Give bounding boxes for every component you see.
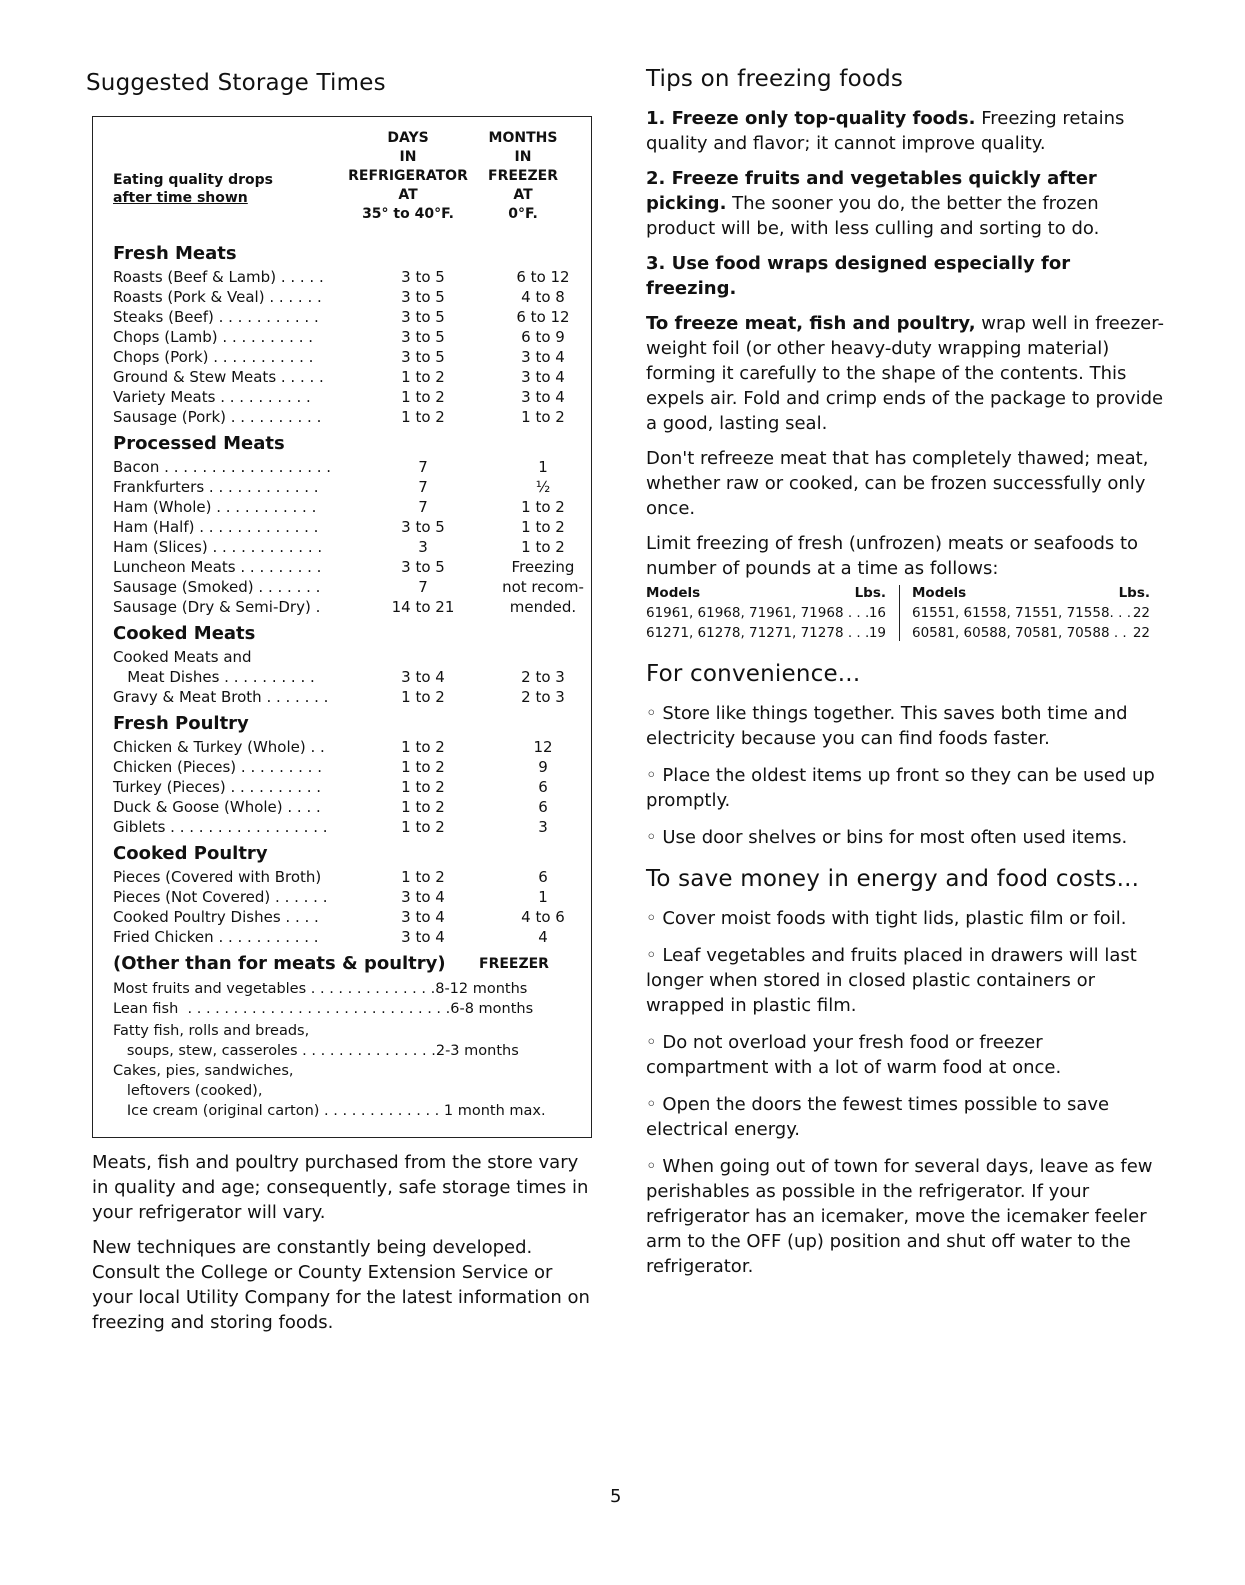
food-name: Cooked Poultry Dishes . . . . [113, 908, 319, 926]
tip-3-heading: 3. Use food wraps designed especially for freezing. [646, 253, 1071, 299]
freezer-months: 3 to 4 [521, 368, 565, 386]
model-lbs: 19 [868, 625, 886, 641]
food-name: Frankfurters . . . . . . . . . . . . [113, 478, 319, 496]
fridge-days: 7 [418, 458, 428, 476]
other-food-row: Lean fish . . . . . . . . . . . . . . . . . . . . . . . . . . . . .6-8 months [113, 1001, 534, 1017]
other-foods-label: (Other than for meats & poultry) [113, 953, 446, 974]
food-name: Meat Dishes . . . . . . . . . . [113, 668, 315, 686]
freezer-months: 1 to 2 [521, 538, 565, 556]
freezer-months: 6 [538, 868, 548, 886]
eating-quality-line-2: after time shown [113, 190, 248, 206]
fridge-days: 1 to 2 [401, 738, 445, 756]
save-item: ◦ Cover moist foods with tight lids, plastic film or foil. [646, 908, 1127, 929]
freezer-months: 3 to 4 [521, 388, 565, 406]
fridge-days: 3 to 5 [401, 308, 445, 326]
tip-1-text: Freezing retains quality and flavor; it cannot improve quality. [646, 108, 1125, 154]
tip-4 [646, 311, 1166, 436]
food-name: Chops (Lamb) . . . . . . . . . . [113, 328, 314, 346]
category-heading: Fresh Poultry [113, 713, 249, 734]
table-row [113, 387, 573, 407]
models-table [646, 583, 1166, 643]
food-name: Steaks (Beef) . . . . . . . . . . . [113, 308, 319, 326]
freezer-months: 6 to 12 [516, 308, 570, 326]
freezer-months: 6 to 9 [521, 328, 565, 346]
fridge-days: 1 to 2 [401, 798, 445, 816]
other-food-row: Most fruits and vegetables . . . . . . . . . . . . . .8-12 months [113, 981, 528, 997]
freezer-months: 6 [538, 798, 548, 816]
food-name: Turkey (Pieces) . . . . . . . . . . [113, 778, 322, 796]
freezer-months: 1 [538, 458, 548, 476]
table-row [113, 667, 573, 687]
food-name: Chops (Pork) . . . . . . . . . . . [113, 348, 314, 366]
limit-note: Limit freezing of fresh (unfrozen) meats or seafoods to number of pounds at a time as follows: [646, 533, 1139, 579]
table-row [113, 557, 573, 577]
save-item: ◦ Leaf vegetables and fruits placed in drawers will last longer when stored in closed plastic containers or wrapped in plastic film. [646, 945, 1137, 1016]
convenience-item: ◦ Use door shelves or bins for most often used items. [646, 827, 1128, 848]
food-name: Cooked Meats and [113, 648, 252, 666]
left-column [86, 70, 596, 96]
tip-1-heading: 1. Freeze only top-quality foods. [646, 108, 976, 129]
tip-4-text: wrap well in freezer-weight foil (or other heavy-duty wrapping material) forming it carefully to the shape of the contents. This expels air. Fold and crimp ends of the package to provide a good, lasting seal. [646, 313, 1164, 434]
model-lbs: 22 [1132, 625, 1150, 641]
model-list: 61551, 61558, 71551, 71558. . . [912, 605, 1131, 621]
table-row [113, 797, 573, 817]
fridge-days: 7 [418, 578, 428, 596]
food-name: Sausage (Pork) . . . . . . . . . . [113, 408, 322, 426]
other-food-row: leftovers (cooked), [113, 1083, 263, 1099]
freezing-tips-title: Tips on freezing foods [646, 66, 904, 92]
other-food-row: Cakes, pies, sandwiches, [113, 1063, 294, 1079]
models-left [646, 583, 886, 643]
other-food-row: Ice cream (original carton) . . . . . . . . . . . . . 1 month max. [113, 1103, 546, 1119]
freezer-months: 1 to 2 [521, 408, 565, 426]
models-divider [899, 585, 900, 641]
table-row [113, 597, 577, 617]
food-name: Luncheon Meats . . . . . . . . . [113, 558, 322, 576]
page-number: 5 [610, 1486, 622, 1507]
fridge-days: 3 to 5 [401, 518, 445, 536]
category-heading: Cooked Poultry [113, 843, 268, 864]
fridge-days: 1 to 2 [401, 868, 445, 886]
food-name: Sausage (Dry & Semi-Dry) . [113, 598, 321, 616]
fridge-days: 1 to 2 [401, 758, 445, 776]
table-row [113, 307, 573, 327]
food-name: Sausage (Smoked) . . . . . . . [113, 578, 321, 596]
freezer-months: 4 [538, 928, 548, 946]
food-name: Ground & Stew Meats . . . . . [113, 368, 324, 386]
quality-note: Meats, fish and poultry purchased from the store vary in quality and age; consequently, safe storage times in your refrigerator will vary. [92, 1152, 589, 1223]
other-freezer-header: FREEZER [479, 956, 549, 972]
table-row [113, 407, 573, 427]
food-name: Duck & Goose (Whole) . . . . [113, 798, 321, 816]
model-list: 61271, 61278, 71271, 71278 . . . [646, 625, 870, 641]
food-name: Gravy & Meat Broth . . . . . . . [113, 688, 329, 706]
model-row [646, 623, 886, 643]
days-header-line: AT [398, 187, 418, 203]
models-header: Models [912, 585, 967, 601]
fridge-days: 3 to 5 [401, 558, 445, 576]
model-list: 60581, 60588, 70581, 70588 . . [912, 625, 1127, 641]
months-header-line: IN [514, 149, 532, 165]
save-item: ◦ Open the doors the fewest times possible to save electrical energy. [646, 1094, 1110, 1140]
fridge-days: 3 to 4 [401, 908, 445, 926]
table-row [113, 907, 573, 927]
table-row [113, 327, 573, 347]
lbs-header: Lbs. [1118, 585, 1150, 601]
fridge-days: 1 to 2 [401, 408, 445, 426]
food-name: Ham (Whole) . . . . . . . . . . . [113, 498, 317, 516]
freezer-months: 3 [538, 818, 548, 836]
freezer-months: 1 to 2 [521, 518, 565, 536]
freezer-months: 6 [538, 778, 548, 796]
save-item: ◦ When going out of town for several days, leave as few perishables as possible in the refrigerator. If your refrigerator has an icemaker, move the icemaker feeler arm to the OFF (up) position and shut off water to the refrigerator. [646, 1156, 1153, 1277]
food-name: Ham (Half) . . . . . . . . . . . . . [113, 518, 319, 536]
table-row [113, 927, 573, 947]
lbs-header: Lbs. [854, 585, 886, 601]
left-notes [92, 1150, 592, 1345]
months-header-line: AT [513, 187, 533, 203]
tip-4-heading: To freeze meat, fish and poultry, [646, 313, 976, 334]
freezer-months: not recom- [502, 578, 584, 596]
category-heading: Cooked Meats [113, 623, 256, 644]
fridge-days: 3 to 5 [401, 288, 445, 306]
months-header-line: MONTHS [488, 130, 558, 146]
fridge-days: 7 [418, 498, 428, 516]
save-item: ◦ Do not overload your fresh food or freezer compartment with a lot of warm food at once. [646, 1032, 1062, 1078]
fridge-days: 14 to 21 [391, 598, 455, 616]
fridge-days: 1 to 2 [401, 368, 445, 386]
other-food-row: soups, stew, casseroles . . . . . . . . . . . . . . .2-3 months [113, 1043, 519, 1059]
table-row [113, 477, 573, 497]
fridge-days: 1 to 2 [401, 778, 445, 796]
table-row [113, 497, 573, 517]
fridge-days: 1 to 2 [401, 818, 445, 836]
freezer-months: 2 to 3 [521, 668, 565, 686]
fridge-days: 3 to 4 [401, 928, 445, 946]
freezer-months: mended. [509, 598, 577, 616]
convenience-title: For convenience... [646, 661, 861, 687]
table-row [113, 817, 573, 837]
fridge-days: 3 to 5 [401, 328, 445, 346]
days-header-line: 35° to 40°F. [362, 206, 454, 222]
eating-quality-label [113, 171, 273, 207]
food-name: Fried Chicken . . . . . . . . . . . [113, 928, 319, 946]
tip-2-heading: 2. Freeze fruits and vegetables quickly after picking. [646, 168, 1097, 214]
food-name: Roasts (Beef & Lamb) . . . . . [113, 268, 324, 286]
freezer-months: 3 to 4 [521, 348, 565, 366]
table-row [113, 687, 573, 707]
model-lbs: 16 [868, 605, 886, 621]
other-food-row: Fatty fish, rolls and breads, [113, 1023, 310, 1039]
tip-2-text: The sooner you do, the better the frozen product will be, with less culling and sorting to do. [646, 193, 1100, 239]
months-header-line: 0°F. [508, 206, 538, 222]
model-row [912, 603, 1150, 623]
table-row [113, 777, 573, 797]
table-row [113, 267, 573, 287]
model-row [646, 603, 886, 623]
models-right [912, 583, 1150, 643]
models-header-row [912, 583, 1150, 603]
fridge-days: 1 to 2 [401, 388, 445, 406]
extension-service-note: New techniques are constantly being developed. Consult the College or County Extension Service or your local Utility Company for the latest information on freezing and storing foods. [92, 1237, 590, 1333]
models-header: Models [646, 585, 701, 601]
days-header-line: IN [399, 149, 417, 165]
fridge-days: 3 to 4 [401, 888, 445, 906]
days-header-line: REFRIGERATOR [348, 168, 468, 184]
eating-quality-line-1: Eating quality drops [113, 172, 273, 188]
freezer-months: 6 to 12 [516, 268, 570, 286]
freezer-months: Freezing [511, 558, 575, 576]
fridge-days: 3 to 5 [401, 348, 445, 366]
fridge-days: 1 to 2 [401, 688, 445, 706]
category-heading: Fresh Meats [113, 243, 237, 264]
food-name: Roasts (Pork & Veal) . . . . . . [113, 288, 322, 306]
freezer-months: 9 [538, 758, 548, 776]
tip-2 [646, 166, 1166, 241]
freezer-months: 1 to 2 [521, 498, 565, 516]
table-row [113, 457, 573, 477]
table-row [113, 287, 573, 307]
fridge-days: 3 to 5 [401, 268, 445, 286]
table-row [113, 517, 573, 537]
fridge-days: 3 [418, 538, 428, 556]
table-row [113, 537, 573, 557]
months-header [473, 129, 573, 224]
days-header-line: DAYS [387, 130, 429, 146]
food-name: Bacon . . . . . . . . . . . . . . . . . . [113, 458, 332, 476]
convenience-item: ◦ Place the oldest items up front so they can be used up promptly. [646, 765, 1155, 811]
save-money-title: To save money in energy and food costs... [646, 866, 1140, 892]
other-foods-heading [113, 953, 573, 974]
freezer-months: 2 to 3 [521, 688, 565, 706]
food-name: Giblets . . . . . . . . . . . . . . . . . [113, 818, 328, 836]
freezer-months: 12 [533, 738, 553, 756]
storage-times-title: Suggested Storage Times [86, 70, 386, 96]
table-row [113, 647, 573, 667]
category-heading: Processed Meats [113, 433, 285, 454]
table-row [113, 367, 573, 387]
fridge-days: 3 to 4 [401, 668, 445, 686]
freezer-months: 4 to 8 [521, 288, 565, 306]
refreeze-note: Don't refreeze meat that has completely thawed; meat, whether raw or cooked, can be frozen successfully only once. [646, 448, 1149, 519]
freezer-months: 4 to 6 [521, 908, 565, 926]
table-row [113, 347, 573, 367]
food-name: Ham (Slices) . . . . . . . . . . . . [113, 538, 323, 556]
food-name: Variety Meats . . . . . . . . . . [113, 388, 311, 406]
tip-3 [646, 251, 1166, 301]
food-name: Chicken & Turkey (Whole) . . [113, 738, 325, 756]
fridge-days: 7 [418, 478, 428, 496]
months-header-line: FREEZER [488, 168, 558, 184]
food-name: Pieces (Not Covered) . . . . . . [113, 888, 328, 906]
table-row [113, 577, 584, 597]
food-name: Pieces (Covered with Broth) [113, 868, 322, 886]
food-name: Chicken (Pieces) . . . . . . . . . [113, 758, 322, 776]
freezer-months: ½ [535, 478, 551, 496]
tip-1 [646, 106, 1166, 156]
table-row [113, 757, 573, 777]
freezer-months: 1 [538, 888, 548, 906]
model-row [912, 623, 1150, 643]
storage-times-table [92, 116, 592, 1138]
convenience-item: ◦ Store like things together. This saves both time and electricity because you can find foods faster. [646, 703, 1128, 749]
table-row [113, 867, 573, 887]
right-column [646, 66, 1166, 1291]
table-row [113, 737, 573, 757]
model-list: 61961, 61968, 71961, 71968 . . . [646, 605, 870, 621]
days-header [333, 129, 483, 224]
models-header-row [646, 583, 886, 603]
model-lbs: 22 [1132, 605, 1150, 621]
table-row [113, 887, 573, 907]
